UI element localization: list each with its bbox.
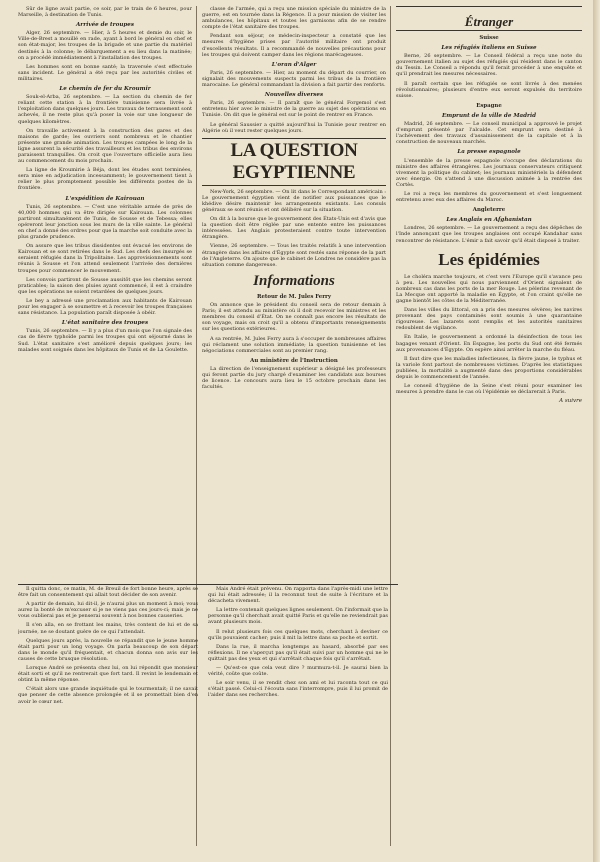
article-text: Vienne, 26 septembre. — Tous les traités relatifs à une intervention étrangère dans les affaires d'Égypte sont restés sans réponse de la part de l'Angleterre. On ajoute que le cabinet de Londres ne considère pas la situation comme dangereuse. — [202, 243, 386, 268]
heading-espagne: Espagne — [476, 102, 502, 109]
article-text: Alger, 26 septembre. — Hier, à 5 heures et demie du soir, le Ville-de-Brest a mouillé en rade, ayant à bord le général en chef et son état-major, les troupes de la brigade et une partie du matériel destinés à la colonne; le débarquement a eu lieu dans la matinée; on a procédé immédiatement à l'installation des troupes. — [18, 30, 192, 61]
article-text: Le bey a adressé une proclamation aux habitants de Kairouan pour les engager à se soumettre et à recevoir les troupes françaises sans résistance. La population paraît disposée à obéir. — [18, 297, 192, 317]
article-text: Pendant son séjour, ce médecin-inspecteur a constaté que les mesures d'hygiène prises par l'autorité militaire ont produit d'excellents résultats. Il a recommandé de nouvelles précautions pour les troupes qui doivent camper dans les régions marécageuses. — [202, 33, 386, 58]
column-3 — [396, 6, 582, 850]
article-text: Il faut dire que les maladies infectieuses, la fièvre jaune, le typhus et la variole font partout de nombreuses victimes. D'après les statistiques publiées, la mortalité a augmenté dans des proportions considérables depuis le commencement de l'année. — [396, 355, 582, 381]
subheading-angleterre: Les Anglais en Afghanistan — [446, 217, 532, 224]
article-text: On annonce que le président du conseil sera de retour demain à Paris; il est attendu au ministère où il doit recevoir les ministres et les membres du conseil d'État. On ne connaît pas encore les résultats de son voyage, mais on croit qu'il a obtenu d'importants renseignements sur les questions extérieures. — [202, 302, 386, 333]
article-text: Tunis, 26 septembre. — Il y a plus d'un mois que l'on signale des cas de fièvre typhoïde parmi les troupes qui ont séjourné dans le Sud. L'état sanitaire s'est amélioré depuis quelques jours; les malades sont soignés dans les hôpitaux de Tunis et de La Goulette. — [18, 328, 192, 353]
heading-oran: L'oran d'Alger — [271, 61, 317, 68]
article-text: Berne, 26 septembre. — Le Conseil fédéral a reçu une note du gouvernement italien au sujet des réfugiés qui résident dans le canton du Tessin. Le Conseil a répondu qu'il ferait procéder à une enquête et qu'il prendrait les mesures nécessaires. — [396, 53, 582, 78]
heading-nouvelles: Nouvelles diverses — [264, 92, 324, 99]
article-text: Le choléra marche toujours, et c'est vers l'Europe qu'il s'avance peu à peu. Les nouvelles qui nous parviennent d'Orient signalent de nombreux cas dans les ports de la mer Rouge. Les pèlerins revenant de La Mecque ont apporté la maladie en Égypte, et l'on craint qu'elle ne gagne bientôt les côtes de la Méditerranée. — [396, 273, 582, 304]
article-text: Londres, 26 septembre. — Le gouvernement a reçu des dépêches de l'Inde annonçant que les troupes anglaises ont occupé Kandahar sans rencontrer de résistance. L'émir a fait savoir qu'il était disposé à traiter. — [396, 225, 582, 244]
article-text: La direction de l'enseignement supérieur a désigné les professeurs qui feront partie du jury chargé d'examiner les candidats aux bourses de licence. Le concours aura lieu le 15 octobre prochain dans les facultés. — [202, 365, 386, 391]
column-2-top — [202, 6, 386, 268]
article-text: Le roi a reçu les membres du gouvernement et s'est longuement entretenu avec eux des affaires du Maroc. — [396, 190, 582, 204]
article-text: New-York, 26 septembre. — On lit dans le Correspondant américain : Le gouvernement égyptien vient de notifier aux puissances que le khédive désire maintenir les arrangements existants. Les consuls généraux se sont réunis et ont délibéré sur la situation. — [202, 188, 386, 213]
feuilleton-col-1 — [18, 586, 198, 848]
feuilleton-text: Dans la rue, il marcha longtemps au hasard, absorbé par ses réflexions. Il ne s'aperçut pas qu'il était suivi par un homme qui ne le quittait pas des yeux et qui s'arrêtait chaque fois qu'il s'arrêtait. — [208, 643, 388, 662]
feuilleton — [18, 586, 398, 848]
heading-expedition: L'expédition de Kairouan — [65, 195, 145, 202]
feuilleton-text: Il s'en alla, en se frottant les mains, très content de lui et de sa journée, ne se doutant guère de ce qui l'attendait. — [18, 622, 198, 635]
article-text: Madrid, 26 septembre. — Le conseil municipal a approuvé le projet d'emprunt présenté par l'alcalde. Cet emprunt sera destiné à l'achèvement des travaux d'assainissement de la capitale et à la construction de nouveaux marchés. — [396, 121, 582, 146]
heading-ferry: Retour de M. Jules Ferry — [256, 294, 332, 300]
heading-etat: L'état sanitaire des troupes — [61, 320, 149, 327]
section-epidemies: Les épidémies — [438, 249, 540, 269]
feuilleton-text: Le soir venu, il se rendit chez son ami et lui raconta tout ce qui s'était passé. Celui-ci l'écouta sans l'interrompre, puis il lui promit de l'aider dans ses recherches. — [208, 680, 388, 699]
feuilleton-text: Il relut plusieurs fois ces quelques mots, cherchant à deviner ce qu'ils pouvaient cacher; puis il mit la lettre dans sa poche et sortit. — [208, 628, 388, 641]
article-text: classe de l'armée, qui a reçu une mission spéciale du ministre de la guerre, est en tournée dans la Régence. Il a pour mission de visiter les ambulances, les hôpitaux et toutes les garnisons afin de se rendre compte de l'état sanitaire des troupes. — [202, 6, 386, 31]
subheading-suisse: Les réfugiés italiens en Suisse — [441, 45, 537, 52]
article-text: A sa rentrée, M. Jules Ferry aura à s'occuper de nombreuses affaires qui réclament une solution immédiate; la question tunisienne et les négociations commerciales sont au premier rang. — [202, 335, 386, 354]
article-text: Souk-el-Arba, 26 septembre. — La section du chemin de fer reliant cette station à la frontière tunisienne sera livrée à l'exploitation dans quelques jours. Les travaux de terrassement sont achevés, il ne reste plus qu'à poser la voie sur une longueur de quelques kilomètres. — [18, 94, 192, 125]
feuilleton-text: Quelques jours après, la nouvelle se répandit que le jeune homme était parti pour un long voyage. On parla beaucoup de son départ dans le monde qu'il fréquentait, et chacun donna son avis sur les causes de cette brusque résolution. — [18, 637, 198, 662]
feuilleton-text: Il quitta donc, ce matin, M. de Breuil de fort bonne heure, après se être fait un consentement qui allait tout décider de son avenir. — [18, 586, 198, 599]
article-text: Le conseil d'hygiène de la Seine s'est réuni pour examiner les mesures à prendre dans le cas où l'épidémie se déclarerait à Paris. — [396, 383, 582, 396]
article-text: La ligne de Kroumirie à Béja, dont les études sont terminées, sera mise en adjudication incessamment; le gouvernement tient à relier le plus promptement possible les différents postes de la frontière. — [18, 167, 192, 192]
feuilleton-text: A partir de demain, lui dit-il, je n'aurai plus un moment à moi; vous aurez la bonté de m'excuser si je ne viens pas ces jours-ci; mais je ne vous oublierai pas et je penserai souvent à nos bonnes causeries. — [18, 601, 198, 620]
feuilleton-text: C'était alors une grande inquiétude qui le tourmentait; il ne savait que penser de cette absence prolongée et il se promettait bien d'en avoir le cœur net. — [18, 686, 198, 705]
heading-crise: La presse espagnole — [457, 149, 521, 156]
article-text: Les hommes sont en bonne santé; la traversée s'est effectuée sans incident. Le général a été reçu par les autorités civiles et militaires. — [18, 63, 192, 82]
article-text: En Italie, le gouvernement a ordonné la désinfection de tous les bagages venant d'Orient. En Espagne, les ports du Sud ont été fermés aux provenances d'Égypte. On espère ainsi arrêter la marche du fléau. — [396, 334, 582, 353]
section-informations: Informations — [253, 273, 335, 289]
feuilleton-text: Lorsque André se présenta chez lui, on lui répondit que monsieur était sorti et qu'il ne rentrerait que fort tard. Il revint le lendemain et obtint la même réponse. — [18, 665, 198, 684]
column-2-bottom — [202, 268, 386, 584]
article-text: Paris, 26 septembre. — Hier, au moment du départ du courrier, on signalait des mouvements suspects parmi les tribus de la frontière marocaine. Le général commandant la division a fait partir des renforts. — [202, 69, 386, 89]
heading-angleterre: Angleterre — [472, 207, 506, 214]
article-text: L'ensemble de la presse espagnole s'occupe des déclarations du ministre des affaires étrangères. Les journaux conservateurs critiquent vivement la politique du cabinet; les journaux ministériels la défendent avec énergie. On s'attend à une discussion animée à la rentrée des Cortès. — [396, 157, 582, 188]
heading-suisse: Suisse — [479, 35, 499, 41]
page-edge — [593, 0, 600, 862]
heading-chemin: Le chemin de fer du Kroumir — [59, 86, 151, 93]
footer-sign: A suivre — [559, 398, 582, 405]
headline: LA QUESTION EGYPTIENNE — [202, 138, 386, 186]
heading-troupes: Arrivée de troupes — [75, 22, 135, 29]
article-text: Paris, 26 septembre. — Il paraît que le général Forgemol s'est entretenu hier avec le ministre de la guerre au sujet des opérations en Tunisie. On dit que le général est sur le point de rentrer en France. — [202, 100, 386, 119]
feuilleton-col-2 — [208, 586, 388, 848]
article-text: On assure que les tribus dissidentes ont évacué les environs de Kairouan et se sont retirées dans le Sud. Les chefs des insurgés se seraient réfugiés dans la Tripolitaine. Les approvisionnements sont réunis à Sousse et l'on attend seulement l'arrivée des dernières troupes pour commencer le mouvement. — [18, 243, 192, 274]
section-etranger: Étranger — [396, 14, 582, 31]
feuilleton-text: Mais André était prévenu. On rapporta dans l'après-midi une lettre qui lui était adressée; il la reconnut tout de suite à l'écriture et la décacheta vivement. — [208, 586, 388, 605]
article-text: Il paraît certain que les réfugiés se sont livrés à des menées révolutionnaires; plusieurs d'entre eux seront expulsés du territoire suisse. — [396, 80, 582, 99]
article-text: On dit à la bourse que le gouvernement des États-Unis est d'avis que la question doit être réglée par une entente entre les puissances intéressées. Les Anglais protesteraient contre toute intervention étrangère. — [202, 216, 386, 241]
article-text: Dans les villes du littoral, on a pris des mesures sévères; les navires provenant des pays contaminés sont soumis à une quarantaine rigoureuse. Les lazarets sont remplis et les autorités sanitaires redoublent de vigilance. — [396, 307, 582, 332]
article-text: Les convois partiront de Sousse aussitôt que les chemins seront praticables; la saison des pluies ayant commencé, il est à craindre que les opérations ne soient retardées de quelques jours. — [18, 276, 192, 295]
feuilleton-rule — [18, 584, 398, 585]
article-text: On travaille activement à la construction des gares et des maisons de garde; les ouvriers sont nombreux et le chantier présente une grande animation. Les troupes campées le long de la ligne assurent la sécurité des travailleurs et les tribus des environs paraissent tranquilles. On croit que l'ouverture officielle aura lieu au commencement du mois prochain. — [18, 127, 192, 165]
subheading-espagne: Emprunt de la ville de Madrid — [441, 112, 537, 119]
article-text: Le général Saussier a quitté aujourd'hui la Tunisie pour rentrer en Algérie où il veut rester quelques jours. — [202, 121, 386, 134]
intro-text: Sûr de ligne avait partie, ce soir, par le train de 6 heures, pour Marseille, à destination de Tunis. — [18, 6, 192, 19]
heading-instruction: Au ministère de l'Instruction — [250, 357, 338, 364]
feuilleton-text: — Qu'est-ce que cela veut dire ? murmura-t-il. Je saurai bien la vérité, coûte que coûte. — [208, 665, 388, 678]
feuilleton-text: La lettre contenait quelques lignes seulement. On l'informait que la personne qu'il cherchait avait quitté Paris et qu'elle ne reviendrait pas avant plusieurs mois. — [208, 607, 388, 626]
article-text: Tunis, 26 septembre. — C'est une véritable armée de près de 40,000 hommes qui va être dirigée sur Kairouan. Les colonnes partiront simultanément de Tunis, de Sousse et de Tebessa; elles opéreront leur jonction sous les murs de la ville sainte. Le général en chef a donné des ordres pour que la marche soit conduite avec la plus grande prudence. — [18, 203, 192, 241]
